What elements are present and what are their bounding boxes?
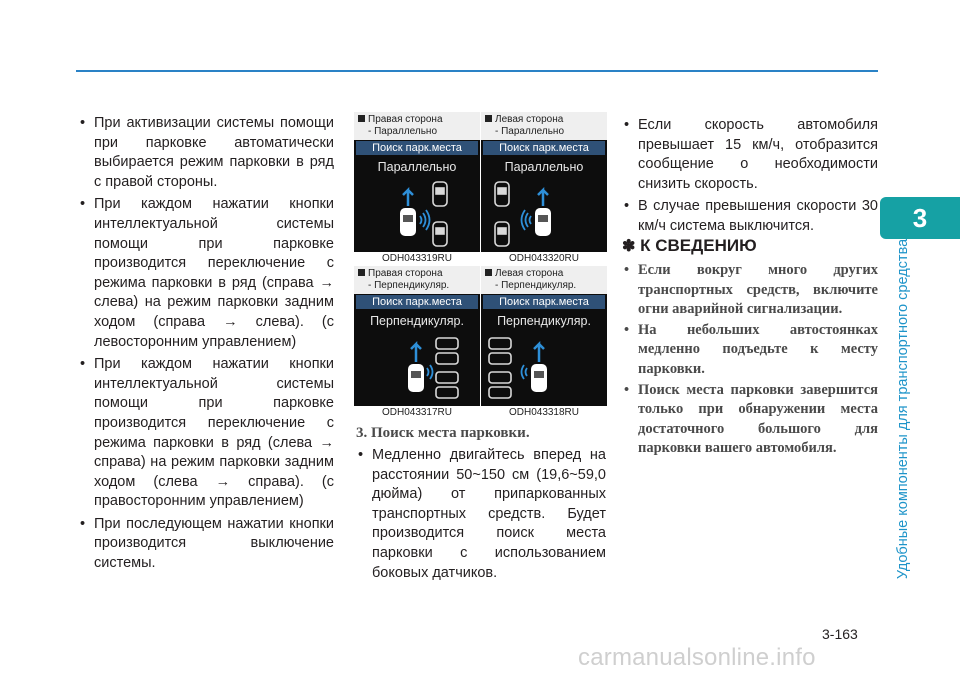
section-heading: 3. Поиск места парковки. — [356, 425, 530, 441]
list-item: • Поиск места парковки завершится только при обнаружении места достаточного большого для парковки вашего автомобиля. — [622, 381, 878, 459]
figure-sub-label: - Параллельно — [495, 126, 565, 137]
left-column — [78, 114, 334, 577]
square-bullet-icon — [358, 269, 365, 276]
square-bullet-icon — [485, 115, 492, 122]
parked-car-icon — [433, 222, 447, 246]
parking-mode-label: Перпендикуляр. — [497, 314, 591, 328]
figure-grid — [354, 112, 606, 420]
parked-car-icon — [433, 182, 447, 206]
figure-caption — [354, 266, 480, 294]
figure-left-parallel — [481, 112, 607, 266]
figure-left-perpendicular — [481, 266, 607, 420]
figure-right-perpendicular — [354, 266, 480, 420]
own-car-icon — [408, 364, 424, 392]
info-heading-text: К СВЕДЕНИЮ — [640, 236, 757, 255]
list-item: • При активизации системы помощи при парковке автоматически выбирается режим парковки в ряд с правой стороны. — [78, 114, 334, 192]
parked-car-icon — [489, 372, 511, 383]
parked-car-icon — [495, 222, 509, 246]
figure-code: ODH043319RU — [381, 253, 453, 264]
info-list — [622, 261, 878, 460]
parked-car-icon — [436, 387, 458, 398]
search-parking-banner: Поиск парк.места — [356, 141, 478, 155]
figure-caption — [481, 266, 607, 294]
parked-car-icon — [489, 353, 511, 364]
forward-arrow-icon — [403, 190, 413, 206]
parking-mode-label: Параллельно — [377, 160, 457, 174]
middle-column — [356, 446, 606, 586]
figure-code: ODH043317RU — [381, 407, 453, 418]
page-number: 3-163 — [822, 626, 858, 642]
figure-sub-label: - Перпендикуляр. — [495, 280, 577, 291]
parked-car-icon — [436, 353, 458, 364]
watermark: carmanualsonline.info — [578, 644, 816, 671]
header-rule — [76, 70, 878, 72]
parked-car-icon — [489, 338, 511, 349]
chapter-number-tab[interactable]: 3 — [880, 197, 960, 239]
parked-car-icon — [489, 387, 511, 398]
list-item: • В случае превышения скорости 30 км/ч система выключится. — [622, 197, 878, 236]
figure-sub-label: - Перпендикуляр. — [368, 280, 450, 291]
figure-sub-label: - Параллельно — [368, 126, 438, 137]
chapter-title-vertical — [888, 238, 918, 580]
parking-scene-diagram — [354, 332, 480, 406]
own-car-icon — [535, 208, 551, 236]
forward-arrow-icon — [538, 190, 548, 206]
figure-code: ODH043320RU — [508, 253, 580, 264]
sensor-wave-icon — [522, 365, 528, 379]
forward-arrow-icon — [534, 344, 544, 362]
parking-scene-diagram — [481, 178, 607, 252]
parked-car-icon — [436, 338, 458, 349]
list-item: • При каждом нажатии кнопки интеллектуальной системы помощи при парковке производится переключение с режима парковки в ряд (справа → слева) на режим парковки задним ходом (справа → слева). (с левосторонним управлением) — [78, 195, 334, 352]
figure-side-label: Левая сторона — [495, 114, 564, 125]
search-parking-banner: Поиск парк.места — [483, 141, 605, 155]
parking-scene-diagram — [481, 332, 607, 406]
figure-side-label: Правая сторона — [368, 268, 443, 279]
list-item: • При каждом нажатии кнопки интеллектуальной системы помощи при парковке производится переключение с режима парковки в ряд (слева → справа) на режим парковки задним ходом (слева → справа). (с правосторонним управлением) — [78, 355, 334, 512]
parked-car-icon — [495, 182, 509, 206]
list-item: • При последующем нажатии кнопки производится выключение системы. — [78, 515, 334, 574]
parked-car-icon — [436, 372, 458, 383]
figure-side-label: Левая сторона — [495, 268, 564, 279]
sensor-wave-icon — [420, 210, 430, 230]
parking-scene-diagram — [354, 178, 480, 252]
list-item: • Если вокруг много других транспортных средств, включите огни аварийной сигнализации. — [622, 261, 878, 320]
own-car-icon — [531, 364, 547, 392]
info-heading — [622, 236, 757, 256]
square-bullet-icon — [485, 269, 492, 276]
chapter-title: Удобные компоненты для транспортного средства — [895, 238, 911, 580]
search-parking-banner: Поиск парк.места — [483, 295, 605, 309]
list-item: • Если скорость автомобиля превышает 15 км/ч, отобразится сообщение о необходимости снизить скорость. — [622, 116, 878, 194]
list-item: • Медленно двигайтесь вперед на расстоянии 50~150 см (19,6~59,0 дюйма) от припаркованных транспортных средств. Будет производится поиск места парковки с использованием боковых датчиков. — [356, 446, 606, 583]
forward-arrow-icon — [411, 344, 421, 362]
figure-code: ODH043318RU — [508, 407, 580, 418]
sensor-wave-icon — [522, 210, 532, 230]
figure-caption — [354, 112, 480, 140]
figure-side-label: Правая сторона — [368, 114, 443, 125]
right-column — [622, 116, 878, 240]
asterisk-icon: ✽ — [622, 238, 636, 255]
sensor-wave-icon — [427, 365, 433, 379]
own-car-icon — [400, 208, 416, 236]
figure-right-parallel — [354, 112, 480, 266]
square-bullet-icon — [358, 115, 365, 122]
parking-mode-label: Перпендикуляр. — [370, 314, 464, 328]
search-parking-banner: Поиск парк.места — [356, 295, 478, 309]
parking-mode-label: Параллельно — [504, 160, 584, 174]
list-item: • На небольших автостоянках медленно подъедьте к месту парковки. — [622, 321, 878, 380]
figure-caption — [481, 112, 607, 140]
